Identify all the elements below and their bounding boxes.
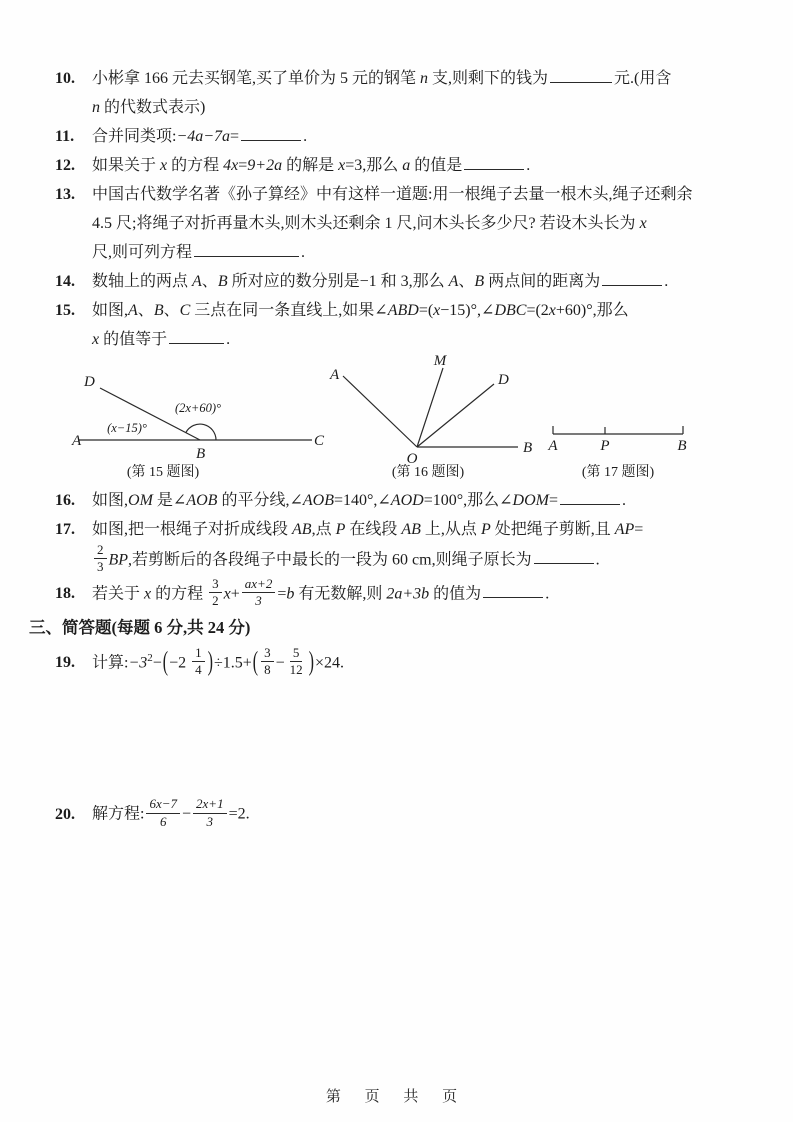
question-17 xyxy=(55,515,755,578)
fill-in-questions-mid xyxy=(55,486,755,611)
text-run: = xyxy=(548,492,558,509)
question-number: 19. xyxy=(55,654,75,672)
text-run: . xyxy=(545,584,550,602)
math-run: B xyxy=(474,273,485,290)
text-run: =( xyxy=(418,302,434,319)
math-run: AOB xyxy=(302,492,334,509)
text-run: 、 xyxy=(137,302,154,319)
text-run: 小彬拿 166 元去买钢笔,买了单价为 5 元的钢笔 xyxy=(92,70,421,87)
fraction: $\frac{ax+2}{3}$ xyxy=(242,576,276,610)
answer-blank xyxy=(602,270,662,286)
text-run: 支,则剩下的钱为 xyxy=(428,70,549,87)
math-run: x xyxy=(92,331,100,348)
question-10-line-1 xyxy=(55,64,755,93)
math-run: x xyxy=(433,302,441,319)
text-run: 三点在同一条直线上,如果∠ xyxy=(190,302,388,319)
fig17-label-A: A xyxy=(548,438,558,454)
text-run: 计算: xyxy=(92,654,129,672)
math-run: B xyxy=(153,302,164,319)
text-run: ÷1.5+ xyxy=(213,654,252,672)
fraction: $\frac{6x-7}{6}$ xyxy=(146,796,180,830)
text-run: 中国古代数学名著《孙子算经》中有这样一道题:用一根绳子去量一根木头,绳子还剩余 xyxy=(92,186,693,203)
math-run: A xyxy=(128,302,138,319)
answer-workspace xyxy=(55,680,755,798)
question-18 xyxy=(55,575,755,612)
question-number: 16. xyxy=(55,492,75,509)
question-number: 13. xyxy=(55,186,75,203)
page-footer: 第 页 共 页 xyxy=(325,1089,468,1105)
fig16-label-D: D xyxy=(498,372,509,388)
text-run: 数轴上的两点 xyxy=(92,273,193,290)
math-run: AOD xyxy=(390,492,424,509)
question-number: 10. xyxy=(55,70,75,87)
question-number: 20. xyxy=(55,805,75,823)
text-run: . xyxy=(595,551,600,569)
text-run: − xyxy=(275,654,285,672)
answer-blank xyxy=(534,548,594,564)
math-run: 4x xyxy=(223,157,239,174)
math-run: A xyxy=(448,273,459,290)
fill-in-questions-top xyxy=(55,64,755,354)
answer-blank xyxy=(169,328,224,344)
text-run: −2 xyxy=(169,654,191,672)
question-13 xyxy=(55,180,755,267)
question-20-line-1 xyxy=(55,798,755,832)
paren: ( xyxy=(252,648,259,678)
answer-blank xyxy=(194,241,299,257)
question-16-line-1 xyxy=(55,486,755,515)
fraction: $\frac{2}{3}$ xyxy=(94,542,107,576)
calc-question xyxy=(55,644,755,680)
text-run: . xyxy=(303,128,308,145)
text-run: 合并同类项: xyxy=(92,128,177,145)
text-run: 解方程: xyxy=(92,805,145,823)
math-run: P xyxy=(335,521,346,538)
answer-blank xyxy=(241,125,301,141)
fraction: $\frac{2x+1}{3}$ xyxy=(193,796,227,830)
figure-16-diagram xyxy=(327,354,547,486)
math-run: AB xyxy=(401,521,421,538)
text-run: 两点间的距离为 xyxy=(484,273,601,290)
question-number: 14. xyxy=(55,273,75,290)
fig15-caption: (第 15 题图) xyxy=(126,465,200,480)
math-run: DOM xyxy=(512,492,549,509)
text-run: 是∠ xyxy=(152,492,187,509)
question-16 xyxy=(55,486,755,515)
fig15-label-B: B xyxy=(196,446,206,462)
figures-row xyxy=(55,354,755,486)
math-run: A xyxy=(192,273,202,290)
text-run: 若关于 xyxy=(92,584,145,602)
text-run: . xyxy=(664,273,669,290)
text-run: =(2 xyxy=(526,302,549,319)
text-run: 如图,把一根绳子对折成线段 xyxy=(92,521,293,538)
question-13-line-1 xyxy=(55,180,755,209)
text-run: −15)°,∠ xyxy=(440,302,495,319)
question-13-line-2 xyxy=(55,209,755,238)
math-run: n xyxy=(420,70,429,87)
text-run: 、 xyxy=(458,273,475,290)
question-10 xyxy=(55,64,755,122)
text-run: 4.5 尺;将绳子对折再量木头,则木头还剩余 1 尺,问木头长多少尺? 若设木头长为 xyxy=(92,215,640,232)
text-run: . xyxy=(622,492,626,509)
question-number: 18. xyxy=(55,584,75,602)
question-12-line-1 xyxy=(55,151,755,180)
fig16-label-B: B xyxy=(523,440,533,456)
text-run: − xyxy=(152,654,162,672)
paren: ) xyxy=(308,648,314,678)
question-19 xyxy=(55,644,755,680)
fig15-label-A: A xyxy=(72,433,82,449)
text-run: =3,那么 xyxy=(345,157,403,174)
section-header: 三、简答题(每题 6 分,共 24 分) xyxy=(29,618,251,637)
question-11-line-1 xyxy=(55,122,755,151)
math-run: C xyxy=(179,302,191,319)
math-run: −3 xyxy=(128,654,148,672)
math-run: −4a−7a xyxy=(176,128,231,145)
math-run: DBC xyxy=(494,302,527,319)
text-run: 的值等于 xyxy=(99,331,168,348)
math-run: ABD xyxy=(387,302,419,319)
math-run: OM xyxy=(128,492,153,509)
fig15-label-D: D xyxy=(84,374,95,390)
text-run: = xyxy=(230,128,240,145)
math-run: P xyxy=(480,521,491,538)
question-15-line-1 xyxy=(55,296,755,325)
math-run: a xyxy=(402,157,411,174)
text-run: 的解是 xyxy=(282,157,339,174)
question-number: 15. xyxy=(55,302,75,319)
text-run: 如图, xyxy=(92,302,129,319)
question-number: 12. xyxy=(55,157,75,174)
text-run: 、 xyxy=(201,273,218,290)
fraction: $\frac{3}{8}$ xyxy=(261,645,274,679)
text-run: = xyxy=(238,157,248,174)
paren: ) xyxy=(207,648,213,678)
math-run: x xyxy=(144,584,152,602)
question-12 xyxy=(55,151,755,180)
math-run: AOB xyxy=(186,492,218,509)
question-17-line-1 xyxy=(55,515,755,544)
text-run: ×24. xyxy=(314,654,344,672)
text-run: 上,从点 xyxy=(420,521,481,538)
text-run: 如图, xyxy=(92,492,129,509)
text-run: =100°,那么∠ xyxy=(423,492,513,509)
text-run: 有无数解,则 xyxy=(294,584,387,602)
text-run: +60)°,那么 xyxy=(555,302,629,319)
figure-17-diagram xyxy=(545,354,720,486)
question-15-line-2 xyxy=(55,325,755,354)
question-20 xyxy=(55,798,755,832)
text-run: . xyxy=(301,244,306,261)
fraction: $\frac{5}{12}$ xyxy=(289,644,303,678)
math-run: x xyxy=(160,157,168,174)
text-run: 尺,则可列方程 xyxy=(92,244,193,261)
text-run: 元.(用含 xyxy=(614,70,672,87)
text-run: 的代数式表示) xyxy=(100,99,206,116)
text-run: 的方程 xyxy=(167,157,224,174)
fig15-angle-left-label: (x−15)° xyxy=(107,421,147,435)
text-run: . xyxy=(226,331,231,348)
fig16-label-A: A xyxy=(330,367,340,383)
question-11 xyxy=(55,122,755,151)
fig16-label-O: O xyxy=(406,451,418,467)
question-18-line-1 xyxy=(55,575,755,612)
math-run: x xyxy=(639,215,647,232)
text-run: =2. xyxy=(228,805,250,823)
figure-15-diagram xyxy=(70,354,340,486)
text-run: 的值为 xyxy=(429,584,482,602)
fig17-caption: (第 17 题图) xyxy=(581,465,655,480)
fraction: $\frac{1}{4}$ xyxy=(192,645,205,679)
text-run: 处把绳子剪断,且 xyxy=(490,521,615,538)
answer-blank xyxy=(550,67,612,83)
text-run: 的方程 xyxy=(151,584,208,602)
solve-question xyxy=(55,798,755,832)
question-10-line-2 xyxy=(55,93,755,122)
math-run: 9+2a xyxy=(247,157,283,174)
text-run: . xyxy=(526,157,531,174)
text-run: − xyxy=(182,805,192,823)
math-run: n xyxy=(92,99,100,116)
text-run: ,若剪断后的各段绳子中最长的一段为 60 cm,则绳子原长为 xyxy=(128,551,532,569)
math-run: AB xyxy=(292,521,312,538)
fig16-caption: (第 16 题图) xyxy=(391,465,465,480)
fig15-label-C: C xyxy=(314,433,325,449)
math-run: B xyxy=(217,273,228,290)
text-run: 的平分线,∠ xyxy=(217,492,303,509)
question-14-line-1 xyxy=(55,267,755,296)
text-run: 在线段 xyxy=(345,521,402,538)
math-run: 2a+3b xyxy=(386,584,430,602)
fig17-label-P: P xyxy=(600,438,610,454)
math-run: AP xyxy=(614,521,635,538)
fig15-angle-right-label: (2x+60)° xyxy=(174,401,222,415)
text-run: ,点 xyxy=(311,521,336,538)
answer-blank xyxy=(483,582,543,598)
fraction: $\frac{3}{2}$ xyxy=(209,576,222,610)
text-run: 的值是 xyxy=(410,157,463,174)
fig17-label-B: B xyxy=(677,438,687,454)
question-19-line-1 xyxy=(55,644,755,680)
superscript: 2 xyxy=(147,652,153,664)
question-13-line-3 xyxy=(55,238,755,267)
text-run: + xyxy=(230,584,240,602)
math-run: b xyxy=(286,584,295,602)
answer-blank xyxy=(560,489,620,505)
question-15 xyxy=(55,296,755,354)
math-run: x xyxy=(223,584,231,602)
math-run: x xyxy=(548,302,556,319)
math-run: x xyxy=(338,157,346,174)
text-run: 如果关于 xyxy=(92,157,161,174)
text-run: = xyxy=(277,584,287,602)
math-run: BP xyxy=(108,551,129,569)
answer-blank xyxy=(464,154,524,170)
question-number: 11. xyxy=(55,128,75,145)
question-17-line-2 xyxy=(55,544,755,578)
text-run: =140°,∠ xyxy=(333,492,391,509)
fig16-label-M: M xyxy=(433,354,447,369)
text-run: = xyxy=(634,521,644,538)
question-number: 17. xyxy=(55,521,75,538)
text-run: 所对应的数分别是−1 和 3,那么 xyxy=(227,273,449,290)
paren: ( xyxy=(162,648,169,678)
text-run: 、 xyxy=(163,302,180,319)
question-14 xyxy=(55,267,755,296)
